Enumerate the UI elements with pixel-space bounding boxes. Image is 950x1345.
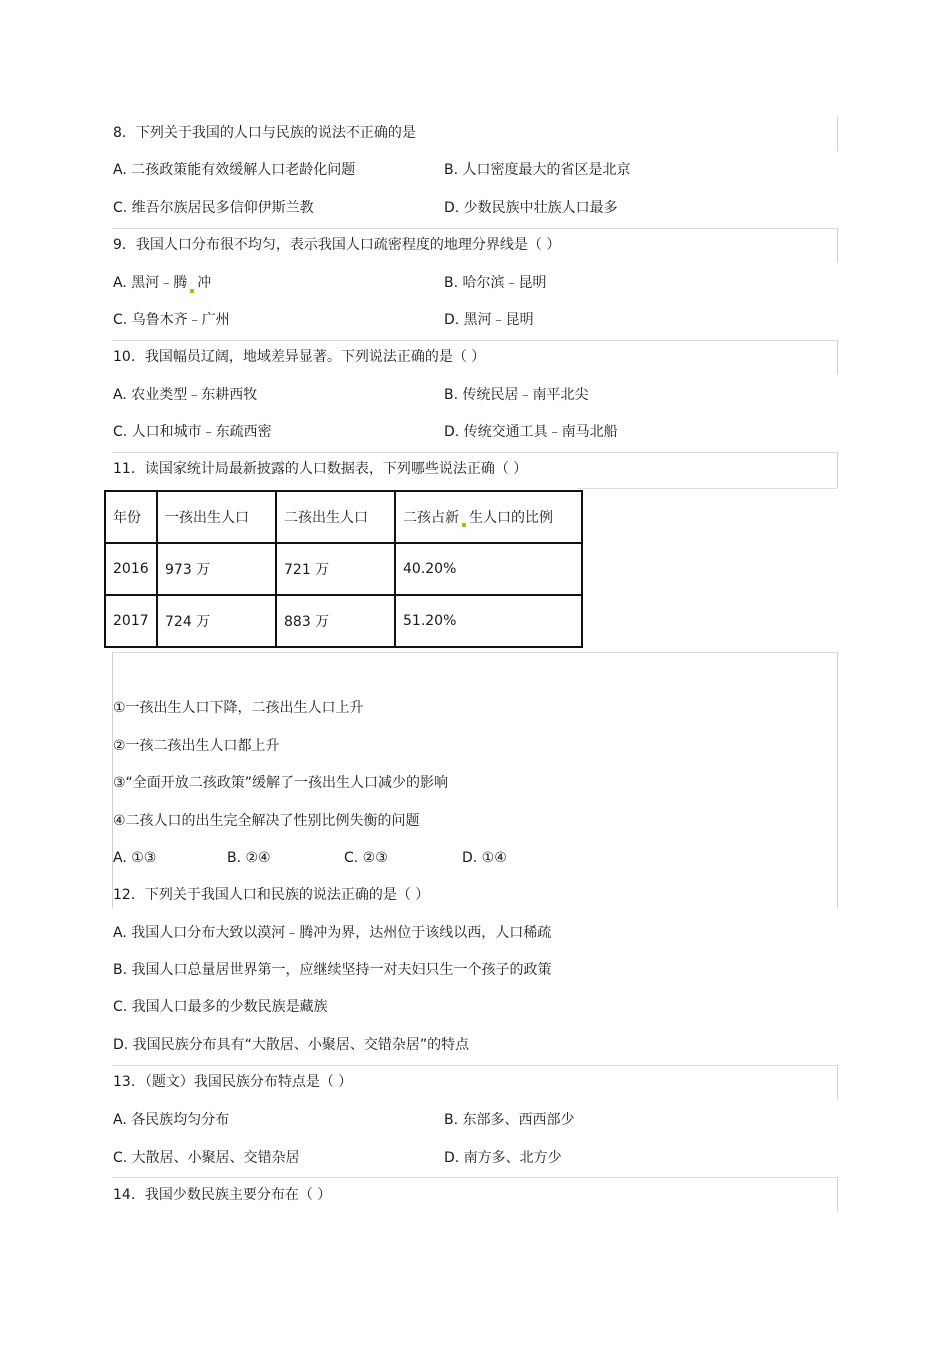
- population-table: [104, 490, 583, 648]
- margin-rule: [837, 652, 838, 908]
- margin-rule: [112, 452, 837, 453]
- q9-option-a-pre: A. 黑河﹣腾: [113, 275, 188, 291]
- table-row: [105, 595, 582, 647]
- scan-artifact: [462, 523, 466, 527]
- table-cell: 2017: [105, 595, 157, 647]
- margin-rule: [837, 228, 838, 262]
- margin-rule: [837, 117, 838, 151]
- margin-rule: [112, 228, 837, 229]
- margin-rule: [112, 340, 837, 341]
- q8-option-d: D. 少数民族中壮族人口最多: [444, 200, 618, 216]
- margin-rule: [112, 1177, 837, 1178]
- table-row: [105, 543, 582, 595]
- margin-rule: [112, 652, 837, 653]
- margin-rule: [837, 1065, 838, 1099]
- q10-option-d: D. 传统交通工具﹣南马北船: [444, 424, 618, 440]
- q8-stem: 8．下列关于我国的人口与民族的说法不正确的是: [113, 125, 416, 141]
- table-header-cell: [395, 491, 582, 543]
- q8-option-b: B. 人口密度最大的省区是北京: [444, 162, 631, 178]
- q12-option-b: B. 我国人口总量居世界第一，应继续坚持一对夫妇只生一个孩子的政策: [113, 962, 552, 978]
- q10-option-c: C. 人口和城市﹣东疏西密: [113, 424, 272, 440]
- table-header-row: [105, 491, 582, 543]
- q10-option-b: B. 传统民居﹣南平北尖: [444, 387, 589, 403]
- table-cell: 973 万: [157, 543, 276, 595]
- q14-stem: 14．我国少数民族主要分布在（ ）: [113, 1187, 332, 1203]
- q11-option-c: C. ②③: [344, 850, 388, 866]
- q9-option-b: B. 哈尔滨﹣昆明: [444, 275, 547, 291]
- table-header-text: 二孩占新: [403, 510, 459, 526]
- q12-option-c: C. 我国人口最多的少数民族是藏族: [113, 999, 328, 1015]
- q12-stem: 12．下列关于我国人口和民族的说法正确的是（ ）: [113, 887, 430, 903]
- table-header-cell: 年份: [105, 491, 157, 543]
- table-header-cell: 一孩出生人口: [157, 491, 276, 543]
- q10-option-a: A. 农业类型﹣东耕西牧: [113, 387, 258, 403]
- q11-option-d: D. ①④: [462, 850, 507, 866]
- margin-rule: [837, 452, 838, 488]
- table-cell: 2016: [105, 543, 157, 595]
- q9-option-a: [113, 273, 211, 293]
- q11-option-a: A. ①③: [113, 850, 157, 866]
- table-cell: 883 万: [276, 595, 395, 647]
- q12-option-a: A. 我国人口分布大致以漠河﹣腾冲为界，达州位于该线以西，人口稀疏: [113, 925, 552, 941]
- q9-option-a-post: 冲: [197, 275, 212, 291]
- q10-stem: 10．我国幅员辽阔，地域差异显著。下列说法正确的是（ ）: [113, 349, 486, 365]
- table-cell: 40.20%: [395, 543, 582, 595]
- margin-rule: [112, 1065, 837, 1066]
- q11-statement-4: ④二孩人口的出生完全解决了性别比例失衡的问题: [113, 813, 420, 829]
- q13-option-d: D. 南方多、北方少: [444, 1150, 562, 1166]
- q11-statement-3: ③“全面开放二孩政策”缓解了一孩出生人口减少的影响: [113, 775, 449, 791]
- q13-option-a: A. 各民族均匀分布: [113, 1112, 230, 1128]
- margin-rule: [837, 1177, 838, 1211]
- table-header-text: 生人口的比例: [469, 510, 553, 526]
- q11-statement-2: ②一孩二孩出生人口都上升: [113, 738, 280, 754]
- table-cell: 724 万: [157, 595, 276, 647]
- q11-option-b: B. ②④: [227, 850, 271, 866]
- q9-option-c: C. 乌鲁木齐﹣广州: [113, 312, 230, 328]
- q8-option-c: C. 维吾尔族居民多信仰伊斯兰教: [113, 200, 314, 216]
- table-cell: 721 万: [276, 543, 395, 595]
- q13-option-c: C. 大散居、小聚居、交错杂居: [113, 1150, 300, 1166]
- q9-option-d: D. 黑河﹣昆明: [444, 312, 534, 328]
- q11-statement-1: ①一孩出生人口下降，二孩出生人口上升: [113, 700, 364, 716]
- q8-option-a: A. 二孩政策能有效缓解人口老龄化问题: [113, 162, 356, 178]
- table-header-cell: 二孩出生人口: [276, 491, 395, 543]
- table-cell: 51.20%: [395, 595, 582, 647]
- q13-stem: 13．（题文）我国民族分布特点是（ ）: [113, 1074, 353, 1090]
- margin-rule: [578, 488, 837, 489]
- q9-stem: 9．我国人口分布很不均匀，表示我国人口疏密程度的地理分界线是（ ）: [113, 237, 561, 253]
- scan-artifact: [190, 289, 194, 293]
- q13-option-b: B. 东部多、西西部少: [444, 1112, 575, 1128]
- margin-rule: [837, 340, 838, 374]
- q11-stem: 11．读国家统计局最新披露的人口数据表，下列哪些说法正确（ ）: [113, 461, 528, 477]
- q12-option-d: D. 我国民族分布具有“大散居、小聚居、交错杂居”的特点: [113, 1037, 470, 1053]
